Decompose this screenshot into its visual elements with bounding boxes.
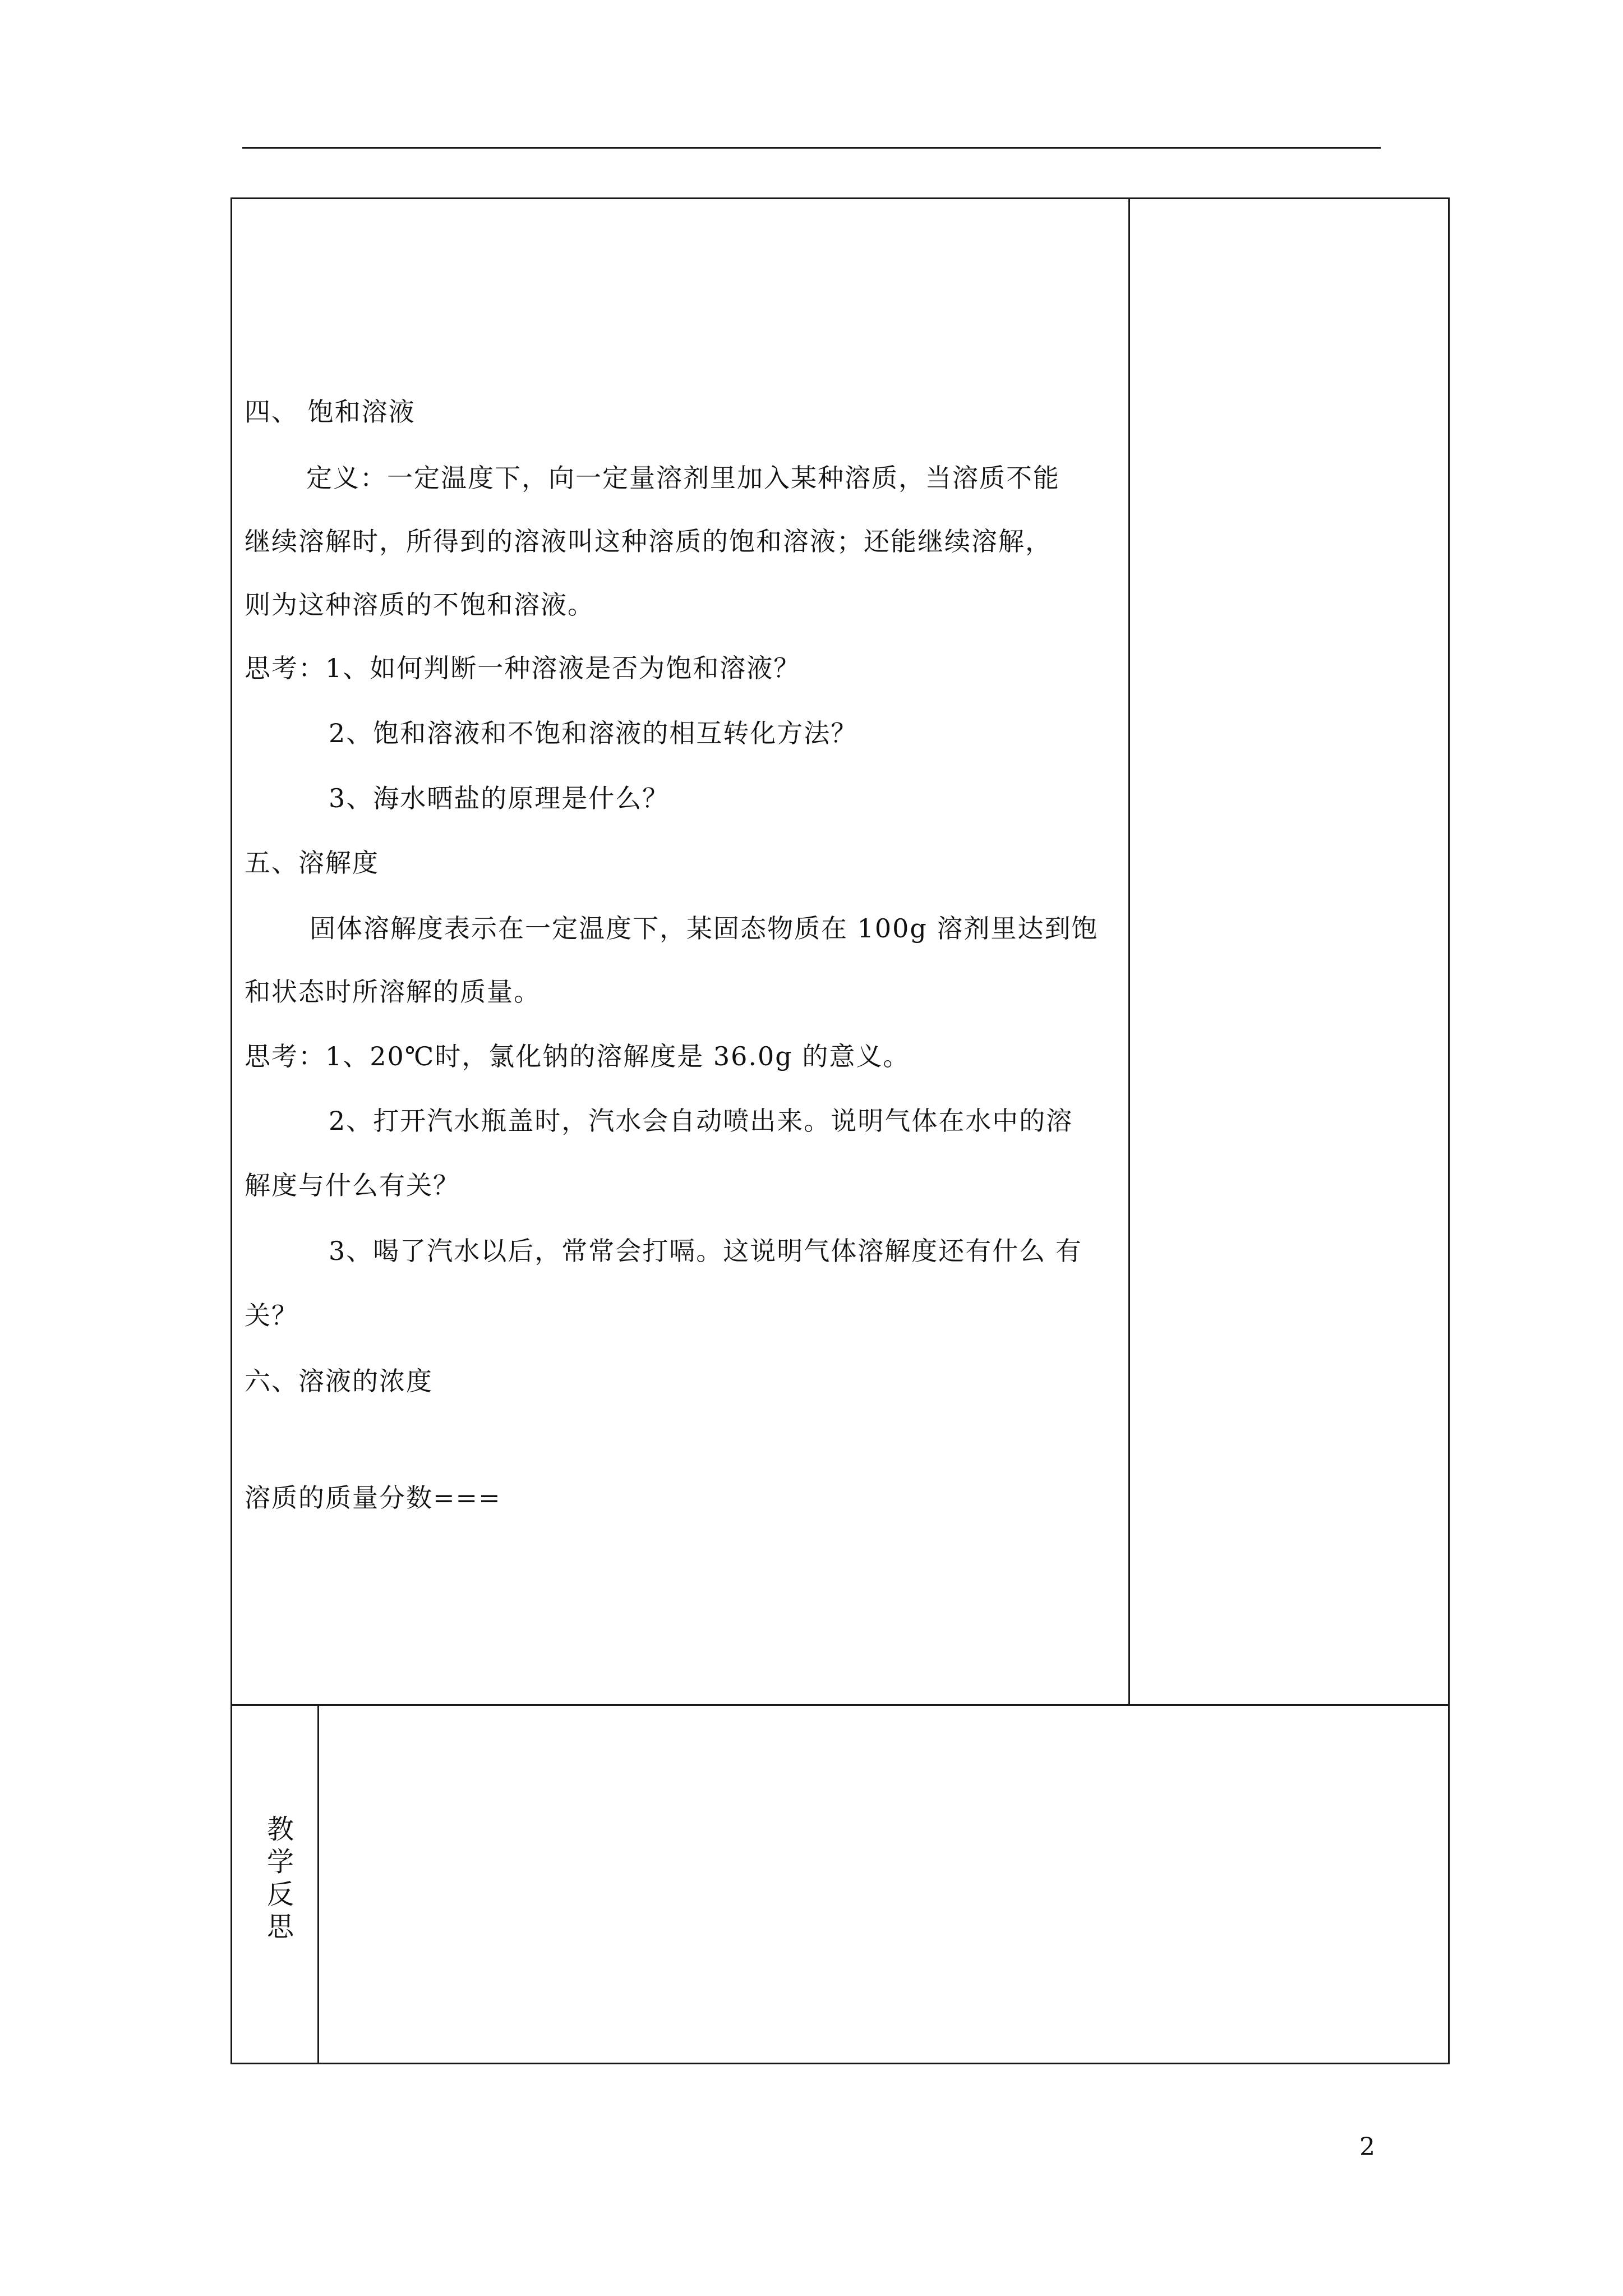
- section-5-question-3-line-2: 关？: [245, 1300, 298, 1331]
- section-4-question-2: 2、饱和溶液和不饱和溶液的相互转化方法？: [329, 718, 858, 748]
- section-6-formula: 溶质的质量分数===: [245, 1483, 501, 1513]
- table-column-divider: [1128, 197, 1130, 1705]
- reflection-label-divider: [317, 1704, 319, 2064]
- page-number: 2: [1359, 2133, 1375, 2161]
- section-4-question-3: 3、海水晒盐的原理是什么？: [329, 783, 670, 813]
- section-5-definition-line-1: 固体溶解度表示在一定温度下，某固态物质在 100g 溶剂里达到饱: [310, 913, 1099, 944]
- section-4-definition-line-1: 定义：一定温度下，向一定量溶剂里加入某种溶质，当溶质不能: [306, 463, 1060, 493]
- section-4-question-1: 思考：1、如何判断一种溶液是否为饱和溶液？: [245, 653, 801, 683]
- table-row-divider: [230, 1704, 1450, 1706]
- header-rule: [242, 147, 1381, 149]
- section-5-question-2-line-1: 2、打开汽水瓶盖时，汽水会自动喷出来。说明气体在水中的溶: [329, 1106, 1073, 1136]
- section-5-title: 五、溶解度: [245, 848, 379, 878]
- section-5-question-2-line-2: 解度与什么有关？: [245, 1170, 460, 1200]
- section-5-question-1: 思考：1、20℃时，氯化钠的溶解度是 36.0g 的意义。: [245, 1041, 910, 1071]
- section-4-definition-line-2: 继续溶解时，所得到的溶液叫这种溶质的饱和溶液；还能继续溶解，: [245, 526, 1052, 556]
- section-5-definition-line-2: 和状态时所溶解的质量。: [245, 977, 541, 1007]
- section-5-question-3-line-1: 3、喝了汽水以后，常常会打嗝。这说明气体溶解度还有什么 有: [329, 1236, 1082, 1266]
- section-4-title: 四、 饱和溶液: [245, 397, 416, 427]
- section-6-title: 六、溶液的浓度: [245, 1366, 433, 1396]
- section-4-definition-line-3: 则为这种溶质的不饱和溶液。: [245, 590, 594, 620]
- reflection-label: 教学反思: [266, 1814, 294, 1943]
